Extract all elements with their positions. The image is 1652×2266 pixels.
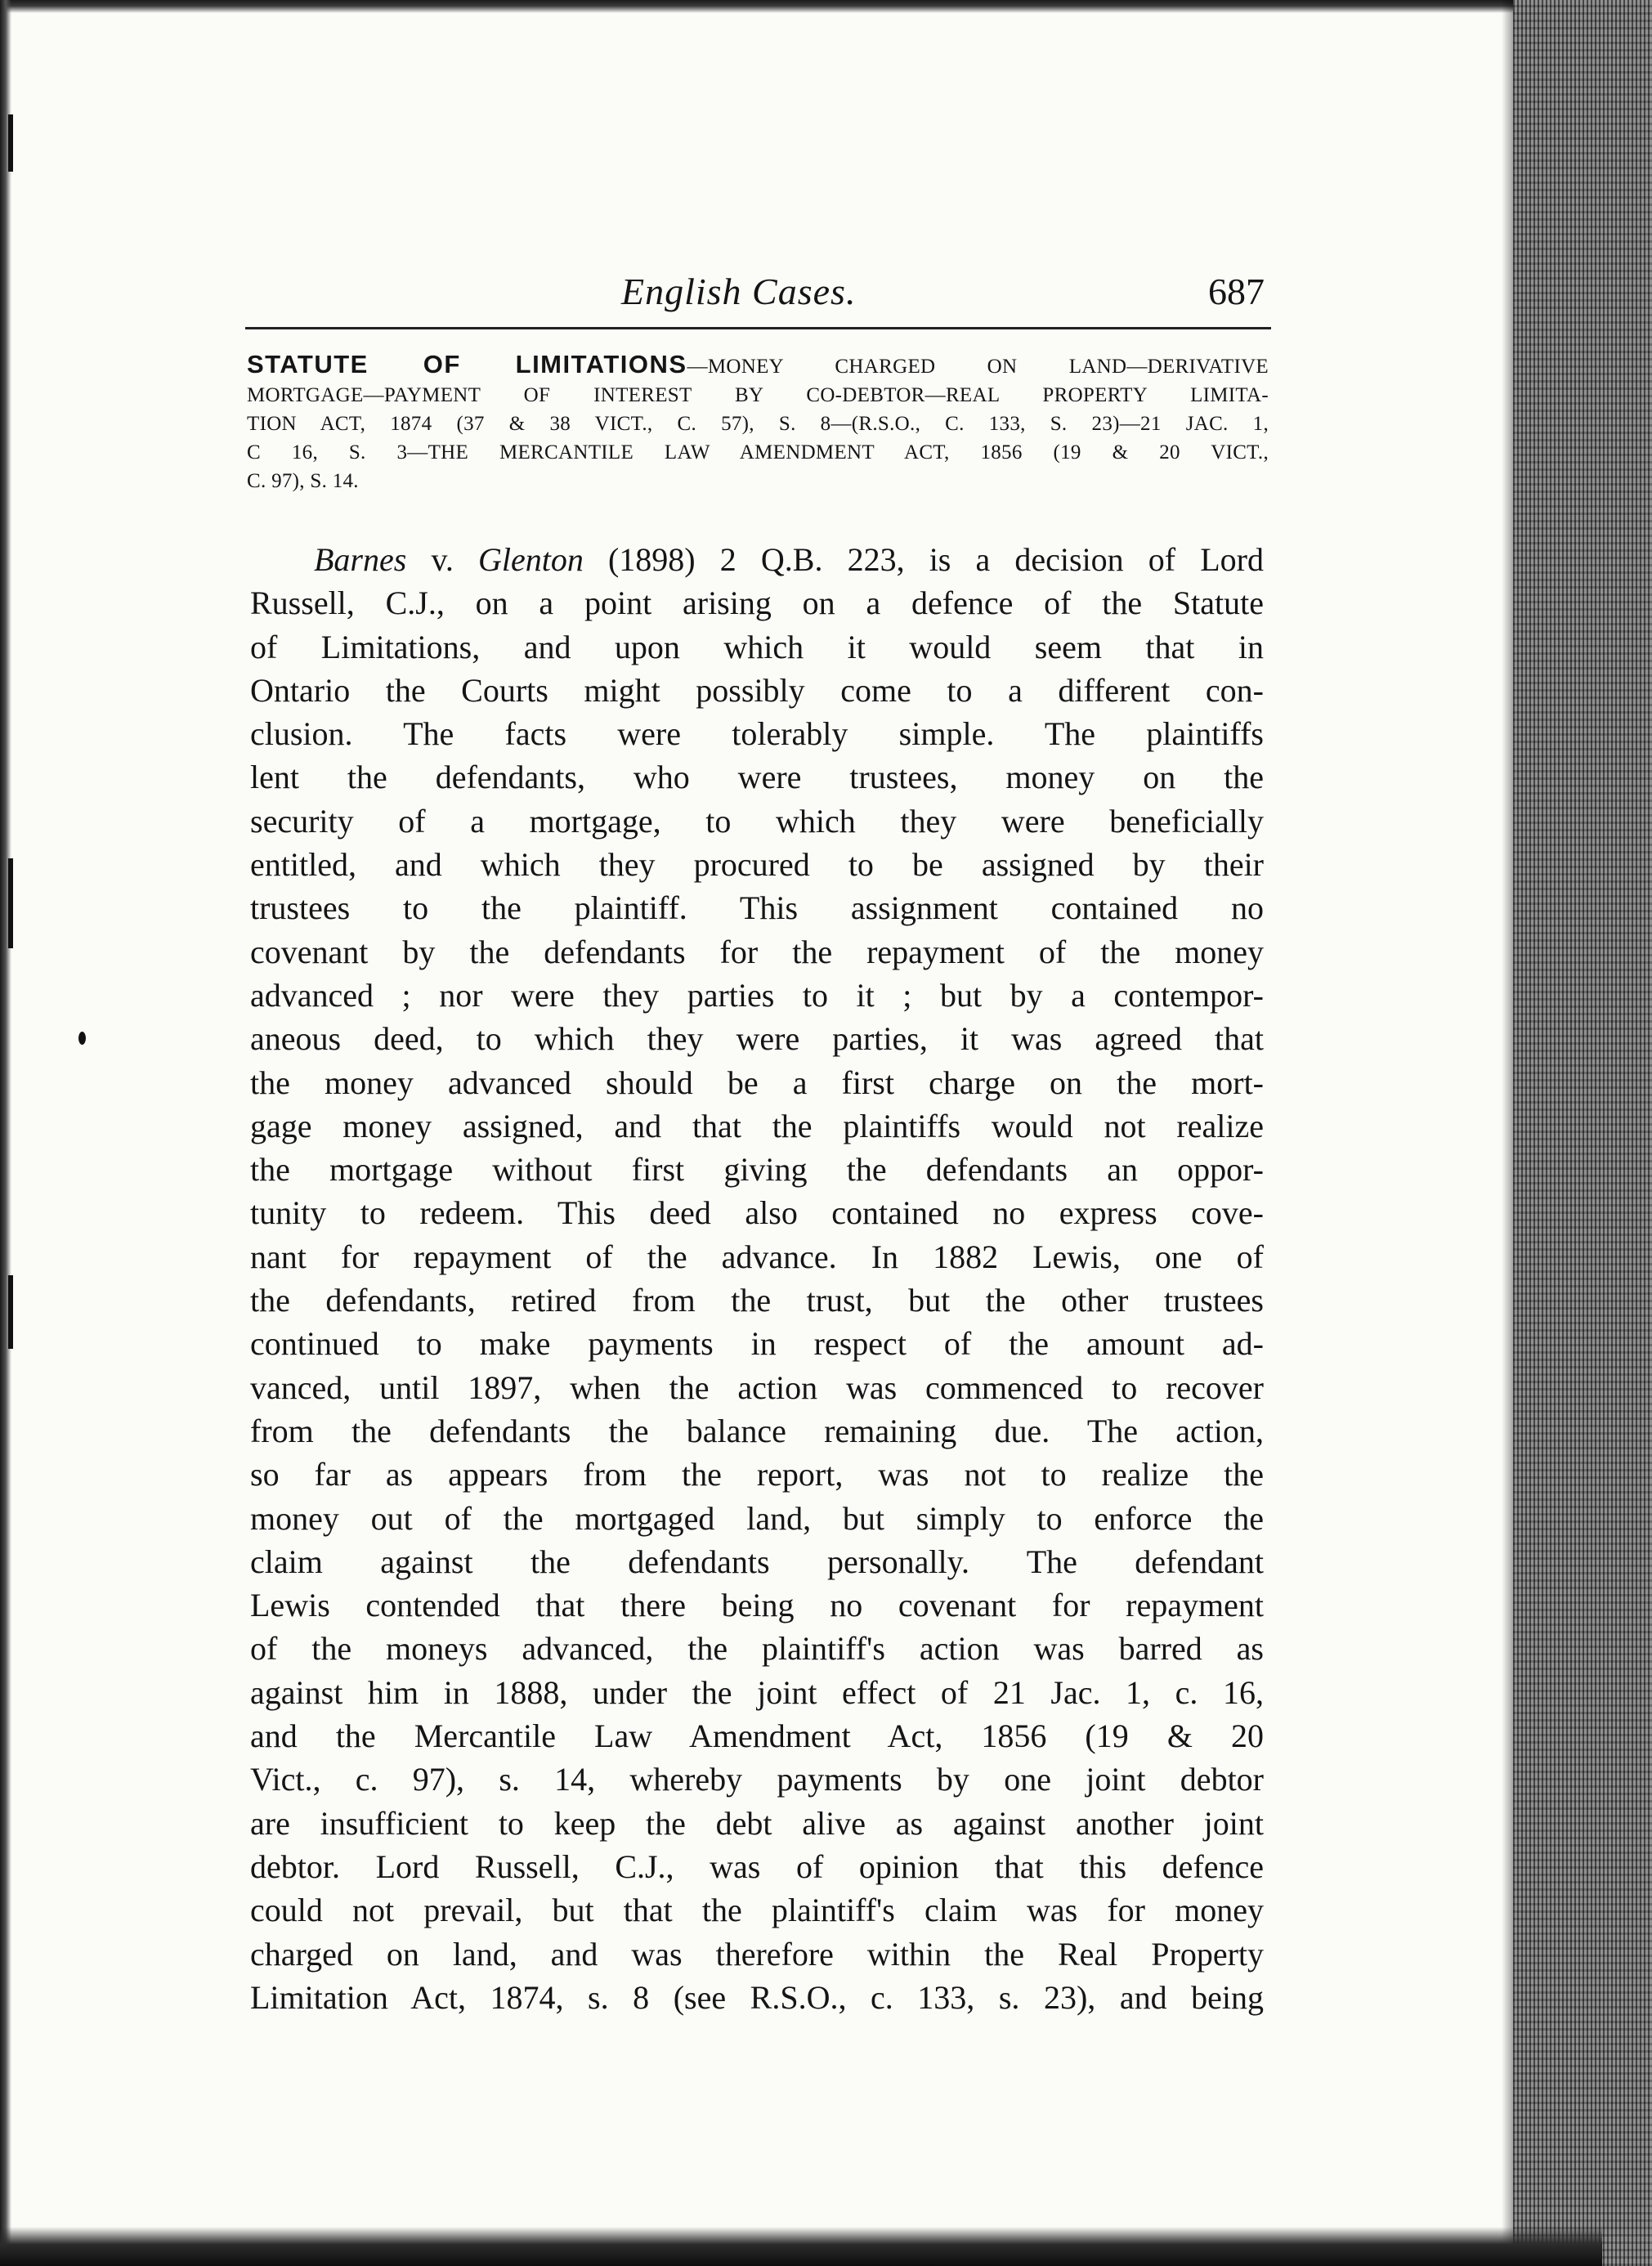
versus-text: v. <box>406 541 478 578</box>
scan-top-edge <box>0 0 1602 13</box>
body-line: against him in 1888, under the joint effect of 21 Jac. 1, c. 16, <box>250 1673 1264 1711</box>
body-line <box>250 538 1264 581</box>
body-line: the defendants, retired from the trust, but the other trustees <box>250 1282 1264 1319</box>
scan-left-mark <box>8 1275 13 1349</box>
body-line: Ontario the Courts might possibly come to a different con- <box>250 671 1264 709</box>
body-line-text: (1898) 2 Q.B. 223, is a decision of Lord <box>583 541 1264 578</box>
body-line: entitled, and which they procured to be assigned by their <box>250 846 1264 884</box>
scan-left-mark <box>8 858 13 948</box>
page-number: 687 <box>1208 271 1265 312</box>
body-line: from the defendants the balance remaining due. The action, <box>250 1412 1264 1449</box>
body-line: money out of the mortgaged land, but simply to enforce the <box>250 1499 1264 1537</box>
scan-left-mark <box>8 114 13 172</box>
body-line: charged on land, and was therefore within the Real Property <box>250 1935 1264 1973</box>
body-line: gage money assigned, and that the plaintiffs would not realize <box>250 1107 1264 1144</box>
heading-line-text: —MONEY CHARGED ON LAND—DERIVATIVE <box>687 356 1269 378</box>
case-party: Glenton <box>477 541 584 578</box>
heading-line: TION ACT, 1874 (37 & 38 VICT., C. 57), S. 8—(R.S.O., C. 133, S. 23)—21 JAC. 1, <box>247 413 1269 435</box>
body-line: nant for repayment of the advance. In 1882 Lewis, one of <box>250 1238 1264 1275</box>
body-line: the money advanced should be a first charge on the mort- <box>250 1064 1264 1101</box>
body-line: trustees to the plaintiff. This assignment contained no <box>250 889 1264 927</box>
heading-line: C. 97), S. 14. <box>247 470 359 492</box>
body-line: are insufficient to keep the debt alive as against another joint <box>250 1804 1264 1842</box>
scan-bottom-edge <box>0 2227 1602 2266</box>
heading-lead: STATUTE OF LIMITATIONS <box>247 350 687 378</box>
body-line: the mortgage without first giving the defendants an oppor- <box>250 1151 1264 1189</box>
margin-mark <box>78 1032 86 1045</box>
body-line: could not prevail, but that the plaintiff's claim was for money <box>250 1892 1264 1929</box>
heading-line: MORTGAGE—PAYMENT OF INTEREST BY CO-DEBTOR—REAL PROPERTY LIMITA- <box>247 384 1269 406</box>
body-line: aneous deed, to which they were parties, it was agreed that <box>250 1020 1264 1058</box>
body-line: continued to make payments in respect of the amount ad- <box>250 1325 1264 1363</box>
running-title: English Cases. <box>621 271 857 312</box>
scan-left-edge <box>0 0 11 2266</box>
body-line: vanced, until 1897, when the action was commenced to recover <box>250 1368 1264 1406</box>
body-text <box>250 538 1264 2019</box>
scan-right-edge <box>1513 0 1652 2266</box>
heading-line <box>247 350 1269 381</box>
body-line: Limitation Act, 1874, s. 8 (see R.S.O., c. 133, s. 23), and being <box>250 1978 1264 2016</box>
body-line: of the moneys advanced, the plaintiff's action was barred as <box>250 1630 1264 1668</box>
body-line: clusion. The facts were tolerably simple. The plaintiffs <box>250 715 1264 753</box>
body-line: Russell, C.J., on a point arising on a defence of the Statute <box>250 584 1264 622</box>
running-head <box>245 270 1271 329</box>
scan-binding-shadow <box>1502 0 1513 2266</box>
body-line: debtor. Lord Russell, C.J., was of opinion that this defence <box>250 1847 1264 1885</box>
body-line: advanced ; nor were they parties to it ; but by a contempor- <box>250 976 1264 1014</box>
body-line: Lewis contended that there being no covenant for repayment <box>250 1587 1264 1624</box>
body-line: claim against the defendants personally. The defendant <box>250 1543 1264 1580</box>
body-line: Vict., c. 97), s. 14, whereby payments by one joint debtor <box>250 1761 1264 1798</box>
heading-line: C 16, S. 3—THE MERCANTILE LAW AMENDMENT ACT, 1856 (19 & 20 VICT., <box>247 441 1269 464</box>
body-line: security of a mortgage, to which they were beneficially <box>250 802 1264 840</box>
body-line: so far as appears from the report, was not to realize the <box>250 1456 1264 1494</box>
body-line: of Limitations, and upon which it would seem that in <box>250 628 1264 665</box>
case-party: Barnes <box>314 541 407 578</box>
body-line: lent the defendants, who were trustees, money on the <box>250 759 1264 796</box>
body-line: tunity to redeem. This deed also contained no express cove- <box>250 1194 1264 1232</box>
body-line: and the Mercantile Law Amendment Act, 1856 (19 & 20 <box>250 1717 1264 1755</box>
section-heading <box>247 350 1269 495</box>
body-line: covenant by the defendants for the repayment of the money <box>250 933 1264 970</box>
